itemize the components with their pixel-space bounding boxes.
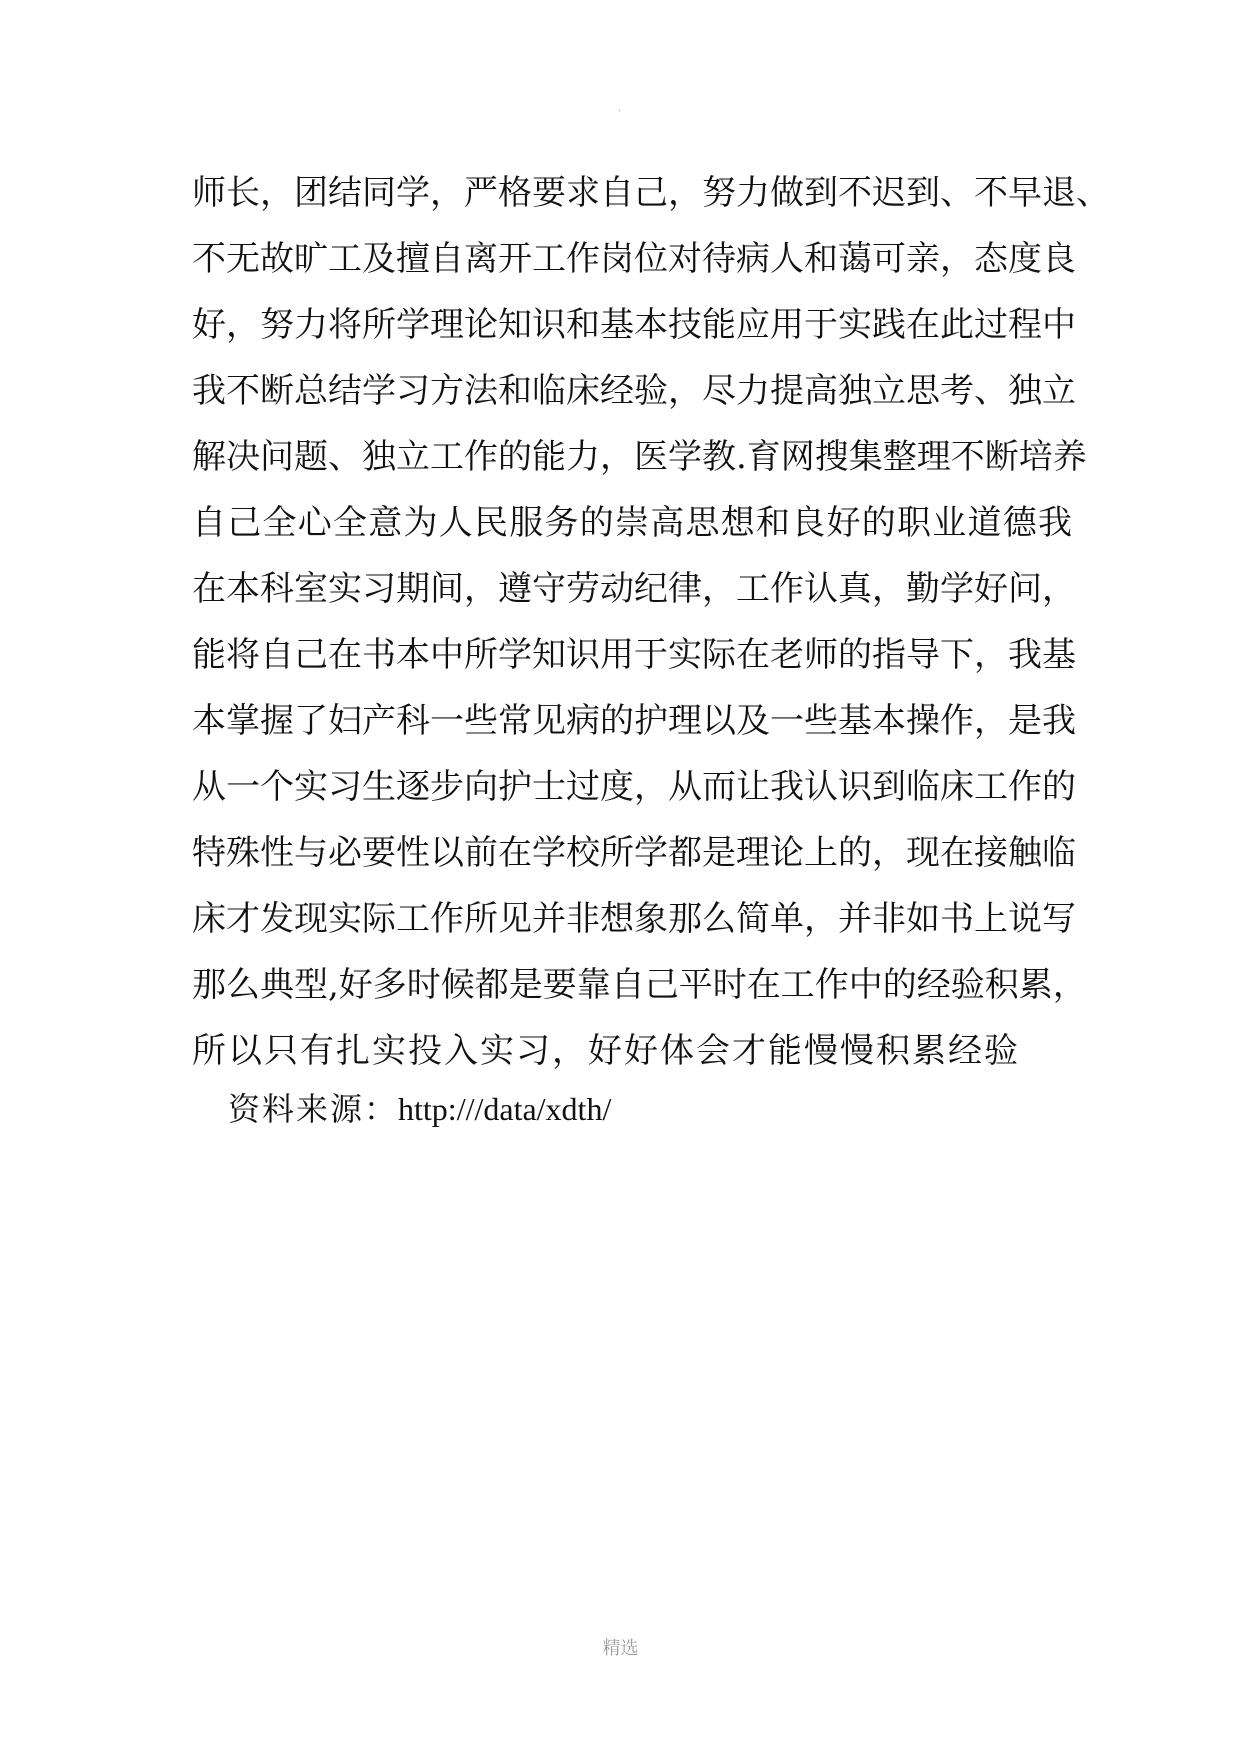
paragraph-line: 床才发现实际工作所见并非想象那么简单，并非如书上说写 <box>192 899 1076 939</box>
footer-label: 精选 <box>602 1638 639 1659</box>
paragraph-line: 好，努力将所学理论知识和基本技能应用于实践在此过程中 <box>192 305 1076 345</box>
paragraph-line-last: 所以只有扎实投入实习，好好体会才能慢慢积累经验 <box>192 1031 1020 1071</box>
paragraph-line: 从一个实习生逐步向护士过度，从而让我认识到临床工作的 <box>192 767 1076 807</box>
paragraph-line: 不无故旷工及擅自离开工作岗位对待病人和蔼可亲，态度良 <box>192 239 1076 279</box>
paragraph-line: 能将自己在书本中所学知识用于实际在老师的指导下，我基 <box>192 635 1076 675</box>
paragraph-line: 自己全心全意为人民服务的崇高思想和良好的职业道德我 <box>192 503 1072 543</box>
paragraph-line: 那么典型,好多时候都是要靠自己平时在工作中的经验积累， <box>192 965 1087 1005</box>
source-url: http:///data/xdth/ <box>398 1091 612 1127</box>
paragraph-line: 本掌握了妇产科一些常见病的护理以及一些基本操作，是我 <box>192 701 1076 741</box>
paragraph-line: 解决问题、独立工作的能力，医学教.育网搜集整理不断培养 <box>192 437 1087 477</box>
paragraph-line: 在本科室实习期间，遵守劳动纪律，工作认真，勤学好问， <box>192 569 1076 609</box>
source-label: 资料来源： <box>228 1090 399 1128</box>
paragraph-line: 师长，团结同学，严格要求自己，努力做到不迟到、不早退、 <box>192 173 1110 213</box>
paragraph-line: 特殊性与必要性以前在学校所学都是理论上的，现在接触临 <box>192 833 1076 873</box>
header-dot: . <box>618 103 622 114</box>
body-paragraph <box>192 160 1110 1084</box>
paragraph-line: 我不断总结学习方法和临床经验，尽力提高独立思考、独立 <box>192 371 1076 411</box>
source-citation <box>228 1076 611 1142</box>
